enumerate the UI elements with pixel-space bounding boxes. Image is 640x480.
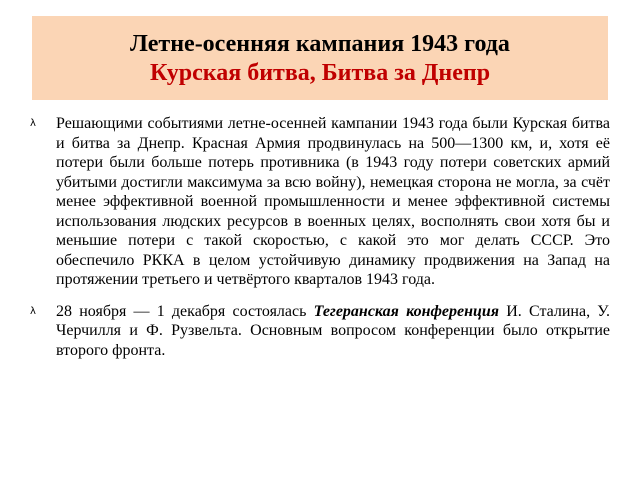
slide-title: Летне-осенняя кампания 1943 года xyxy=(130,31,510,57)
bullet-text-2-after: И. Сталина, У. Черчилля и Ф. Рузвельта. Основным вопросом конференции было открытие второго фронта. xyxy=(56,302,611,359)
bullet-marker-icon: λ xyxy=(30,118,36,129)
bullet-marker-icon: λ xyxy=(30,305,36,317)
bullet-text-2-before: 28 ноября — 1 декабря состоялась xyxy=(56,302,314,320)
bullet-item-1 xyxy=(30,114,610,290)
tehran-conference-emphasis: Тегеранская конференция xyxy=(313,302,500,320)
bullet-item-2 xyxy=(30,302,610,361)
title-box xyxy=(32,16,608,100)
bullet-text-2 xyxy=(56,302,610,361)
bullet-text-1: Решающими событиями летне-осенней кампании 1943 года были Курская битва и битва за Днепр. Красная Армия продвинулась на 500—1300 км, и, хотя её потери были больше потерь противника (в 1943 году потери советских армий убитыми достигли максимума за всю войну), немецкая сторона не могла, за счёт менее эффективной военной промышленности и менее эффективной системы использования людских ресурсов в военных целях, восполнять свои хотя бы и меньшие потери с такой скоростью, с какой это мог делать СССР. Это обеспечило РККА в целом устойчивую динамику продвижения на Запад на протяжении третьего и четвёртого кварталов 1943 года. xyxy=(56,115,610,288)
content-area xyxy=(30,114,610,372)
slide-subtitle: Курская битва, Битва за Днепр xyxy=(149,60,491,86)
